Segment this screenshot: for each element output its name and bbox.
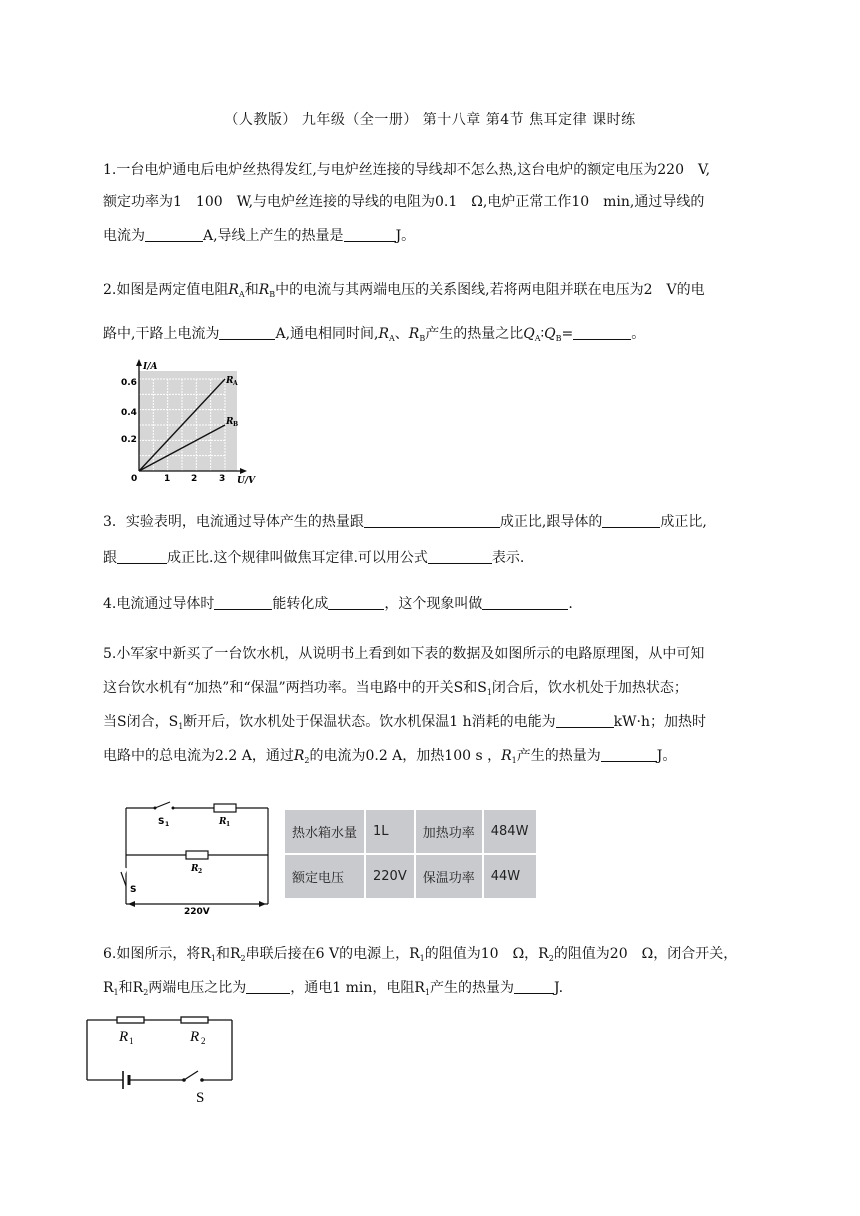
q4-text: 能转化成: [272, 596, 329, 612]
s1-subscript: 1: [165, 821, 170, 828]
q6-text: 和R: [118, 980, 144, 996]
q4-text: ，这个现象叫做: [384, 596, 483, 612]
q2-line2: [103, 324, 645, 349]
current-voltage-graph: [115, 357, 265, 489]
answer-blank[interactable]: [214, 595, 272, 610]
q2-text: 产生的热量之比: [425, 326, 524, 342]
subscript: 1: [486, 688, 492, 697]
q5-line4: [103, 746, 676, 771]
s-label: S: [130, 885, 137, 895]
q6-text: 和R: [216, 946, 241, 962]
switch-lever: [184, 1071, 198, 1080]
ra-subscript: A: [389, 334, 395, 343]
answer-blank[interactable]: [145, 227, 203, 242]
subscript: 2: [304, 756, 310, 765]
table-cell: 484W: [484, 810, 536, 853]
subscript: 1: [210, 954, 216, 963]
rb-symbol: R: [258, 282, 270, 298]
q1-text-a: 电流为: [103, 228, 145, 244]
right-arrow: [259, 901, 266, 907]
q3-text: 成正比,跟导体的: [499, 514, 603, 530]
table-row: [285, 855, 536, 898]
ra-symbol: R: [378, 326, 390, 342]
rb-line-subscript: B: [233, 421, 239, 428]
y-axis-arrow: [136, 359, 142, 366]
y-tick-label: 0.2: [121, 435, 137, 445]
subscript: 2: [240, 954, 246, 963]
switch-contact: [154, 807, 157, 810]
q5-text: 这台饮水机有“加热”和“保温”两挡功率。当电路中的开关S和S: [103, 680, 487, 696]
subscript: 1: [178, 722, 184, 731]
s1-label: S: [158, 817, 165, 827]
q1-line1: 1.一台电炉通电后电炉丝热得发红,与电炉丝连接的导线却不怎么热,这台电炉的额定电压为220 V,: [103, 162, 711, 178]
ra-line-subscript: A: [233, 380, 238, 387]
subscript: 1: [424, 988, 431, 997]
q3-text: 跟: [103, 550, 117, 566]
answer-blank[interactable]: [602, 513, 660, 528]
answer-blank[interactable]: [556, 713, 614, 728]
spec-table: [283, 808, 538, 900]
answer-blank[interactable]: [601, 747, 657, 762]
q1-text-c: J。: [395, 228, 416, 244]
resistor-r2: [181, 1017, 208, 1023]
q5-line2: [103, 678, 688, 703]
r1-subscript: 1: [129, 1036, 134, 1046]
q5-text: 电路中的总电流为2.2 A，通过: [103, 748, 294, 764]
q1-line2: 额定功率为1 100 W,与电炉丝连接的导线的电阻为0.1 Ω,电炉正常工作10 min,通过导线的: [103, 194, 705, 210]
q6-text: 串联后接在6 V的电源上，R: [245, 946, 420, 962]
q5-text: 闭合后，饮水机处于加热状态；: [491, 680, 688, 696]
answer-blank[interactable]: [573, 325, 631, 340]
q6-text: R: [103, 980, 114, 996]
r2-subscript: 2: [201, 1036, 206, 1046]
x-axis-arrow: [240, 468, 247, 474]
ra-subscript: A: [238, 290, 245, 299]
r1-subscript: 1: [226, 821, 231, 828]
ra-line-label: R: [226, 376, 234, 386]
q2-text: 和: [244, 282, 259, 298]
rb-line-label: R: [226, 417, 234, 427]
x-axis-label: U/V: [237, 476, 256, 486]
answer-blank[interactable]: [364, 513, 500, 528]
q2-text: 、: [394, 326, 409, 342]
q5-text: 当S闭合，S: [103, 714, 179, 730]
q5-text: 断开后，饮水机处于保温状态。饮水机保温1 h消耗的电能为: [183, 714, 556, 730]
table-cell: 额定电压: [285, 855, 364, 898]
subscript: 2: [143, 988, 149, 997]
switch-label: S: [196, 1090, 205, 1106]
r-symbol: R: [293, 748, 305, 764]
rb-subscript: B: [419, 334, 426, 343]
x-tick-label: 1: [164, 474, 171, 484]
q5-text: J。: [656, 748, 677, 764]
q2-text: 2.如图是两定值电阻: [103, 282, 229, 298]
rb-subscript: B: [269, 290, 276, 299]
equals-sign: =: [561, 326, 574, 342]
answer-blank[interactable]: [328, 595, 384, 610]
q3-text: 3．实验表明，电流通过导体产生的热量跟: [103, 514, 364, 530]
subscript: 2: [548, 954, 554, 963]
q3-text: 表示.: [491, 550, 525, 566]
q3-line2: [103, 548, 524, 568]
q6-text: 两端电压之比为: [148, 980, 247, 996]
answer-blank[interactable]: [219, 325, 275, 340]
y-axis-label: I/A: [143, 362, 158, 372]
answer-blank[interactable]: [344, 227, 396, 242]
r2-subscript: 2: [198, 868, 203, 875]
ra-symbol: R: [228, 282, 239, 298]
table-row: [285, 810, 536, 853]
q6-text: J.: [554, 980, 564, 996]
qb-subscript: B: [555, 334, 562, 343]
resistor-r2: [186, 851, 208, 859]
table-cell: 加热功率: [416, 810, 482, 853]
switch-contact: [172, 807, 175, 810]
table-cell: 44W: [484, 855, 536, 898]
water-dispenser-circuit: [118, 800, 278, 916]
q6-line2: [103, 978, 563, 1003]
q4-text: .: [568, 596, 573, 612]
subscript: 1: [113, 988, 119, 997]
answer-blank[interactable]: [514, 979, 554, 994]
q2-text: 中的电流与其两端电压的关系图线,若将两电阻并联在电压为2 V的电: [275, 282, 705, 298]
r-symbol: R: [501, 748, 512, 764]
rb-symbol: R: [408, 326, 420, 342]
qb-symbol: Q: [544, 326, 556, 342]
r2-label: R: [190, 1029, 200, 1045]
q5-text: kW·h；加热时: [613, 714, 706, 730]
answer-blank[interactable]: [482, 595, 568, 610]
x-tick-label: 3: [219, 474, 226, 484]
q2-text: 。: [631, 326, 646, 342]
q5-text: 产生的热量为: [516, 748, 601, 764]
switch-contact: [182, 1078, 186, 1082]
r2-label: R: [191, 864, 199, 874]
ratio-colon: ∶: [540, 326, 545, 342]
resistor-r1: [117, 1017, 144, 1023]
r1-label: R: [219, 817, 227, 827]
x-tick-label: 2: [191, 474, 198, 484]
q2-text: A,通电相同时间,: [275, 326, 379, 342]
table-cell: 220V: [366, 855, 414, 898]
q1-line3: [103, 226, 415, 246]
subscript: 1: [419, 954, 425, 963]
page-title: （人教版） 九年级（全一册） 第十八章 第4节 焦耳定律 课时练: [224, 112, 636, 128]
table-cell: 保温功率: [416, 855, 482, 898]
y-tick-label: 0.4: [121, 408, 137, 418]
q5-text: 的电流为0.2 A，加热100 s ，: [309, 748, 502, 764]
qa-subscript: A: [534, 334, 541, 343]
q3-text: 成正比,: [660, 514, 707, 530]
resistor-r1: [214, 804, 236, 812]
q6-text: 的阻值为20 Ω，闭合开关，: [553, 946, 738, 962]
series-circuit: [82, 1012, 242, 1108]
answer-blank[interactable]: [246, 979, 290, 994]
r1-label: R: [119, 1029, 129, 1045]
q5-line1: 5.小军家中新买了一台饮水机，从说明书上看到如下表的数据及如图所示的电路原理图，从中可知: [103, 646, 705, 662]
answer-blank[interactable]: [117, 549, 167, 564]
y-tick-label: 0.6: [121, 378, 137, 388]
q2-text: 路中,干路上电流为: [103, 326, 220, 342]
q4-text: 4.电流通过导体时: [103, 596, 215, 612]
qa-symbol: Q: [523, 326, 535, 342]
left-arrow: [128, 901, 135, 907]
x-tick-label: 0: [131, 474, 138, 484]
q3-text: 成正比.这个规律叫做焦耳定律.可以用公式: [167, 550, 428, 566]
answer-blank[interactable]: [428, 549, 492, 564]
q6-text: ，通电1 min，电阻R: [290, 980, 425, 996]
switch-s1: [155, 802, 170, 808]
q2-line1: [103, 280, 705, 305]
q6-text: 6.如图所示，将R: [103, 946, 211, 962]
q3-line1: [103, 512, 707, 532]
table-cell: 1L: [366, 810, 414, 853]
switch-contact: [200, 1078, 204, 1082]
voltage-label: 220V: [184, 907, 210, 916]
q1-text-b: A,导线上产生的热量是: [203, 228, 344, 244]
q5-line3: [103, 712, 706, 737]
q4-line: [103, 594, 573, 614]
q6-text: 的阻值为10 Ω，R: [424, 946, 549, 962]
q6-text: 产生的热量为: [430, 980, 515, 996]
table-cell: 热水箱水量: [285, 810, 364, 853]
q6-line1: [103, 944, 737, 969]
subscript: 1: [511, 756, 517, 765]
